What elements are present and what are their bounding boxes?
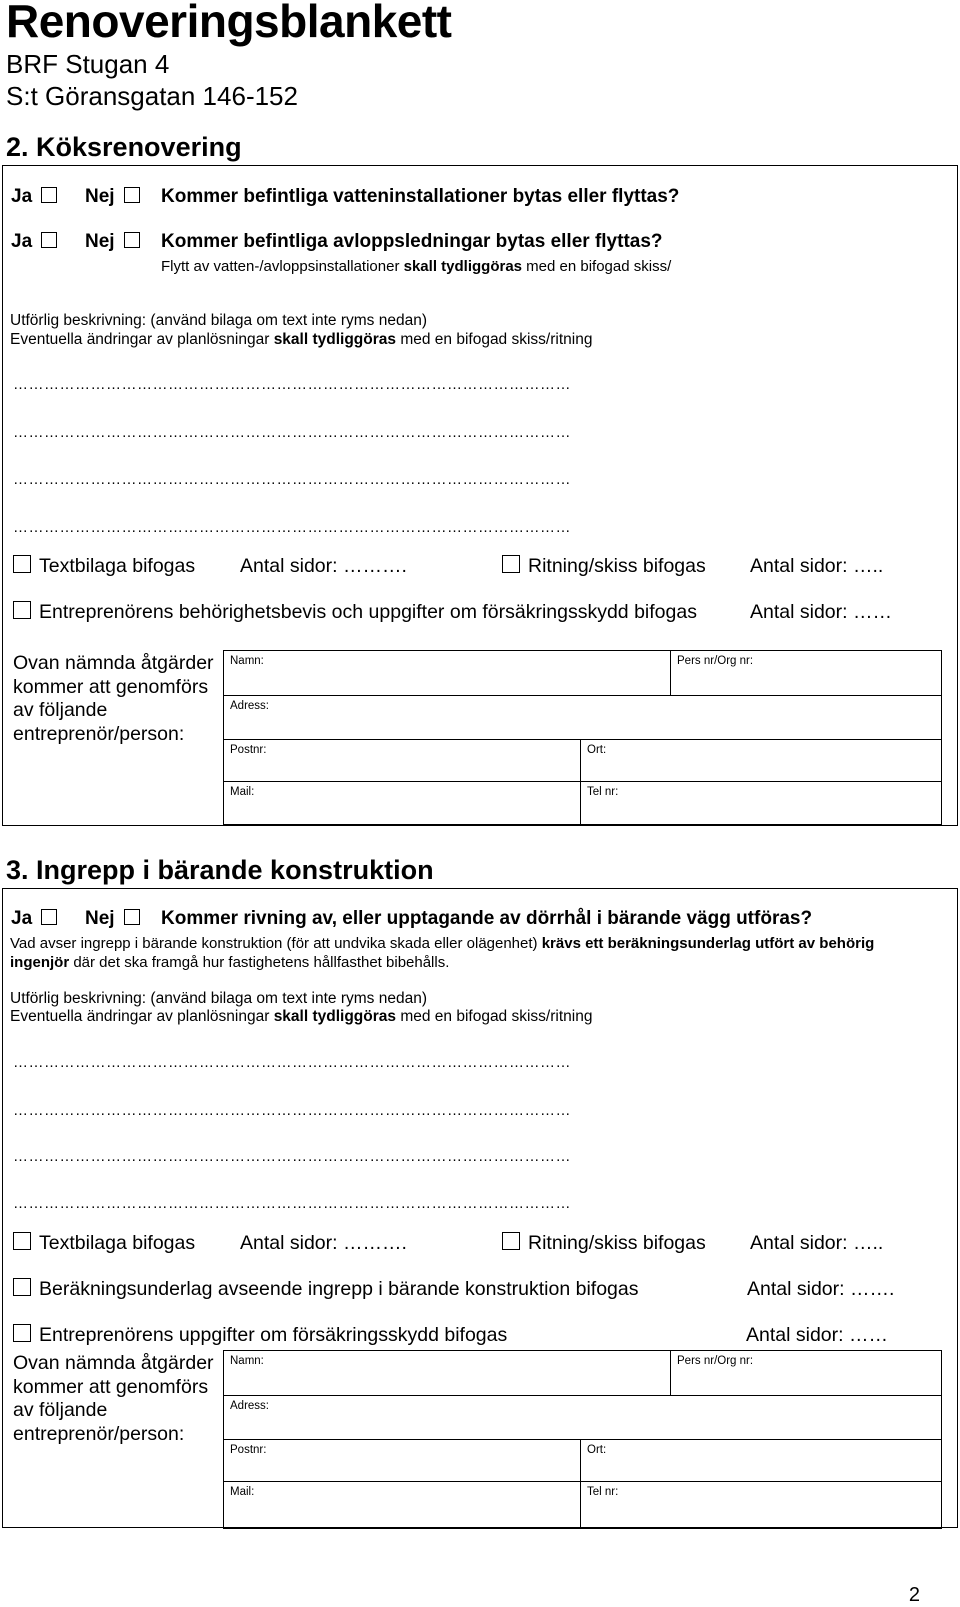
s2-tel-field[interactable]: Tel nr:	[581, 782, 942, 825]
s2-dotted-line-1[interactable]: ………………………………………………………………………………………………	[13, 376, 571, 393]
s3-note-line1: Vad avser ingrepp i bärande konstruktion (för att undvika skada eller olägenhet) krävs ett beräkningsunderlag utfört av behörig	[10, 935, 875, 952]
s2-textbilaga-pages: Antal sidor: ……….	[240, 555, 407, 577]
s3-address-field[interactable]: Adress:	[224, 1396, 942, 1440]
s3-q1-yes-label: Ja	[11, 908, 33, 929]
s2-q2-text: Kommer befintliga avloppsledningar bytas eller flyttas?	[161, 231, 663, 252]
s2-desc-line2: Eventuella ändringar av planlösningar skall tydliggöras med en bifogad skiss/ritning	[10, 331, 593, 348]
s2-entrepreneur-label: Ovan nämnda åtgärder kommer att genomförs av följande entreprenör/person:	[13, 652, 214, 745]
s2-orgnr-field[interactable]: Pers nr/Org nr:	[671, 651, 942, 696]
s2-q1-text: Kommer befintliga vatteninstallationer bytas eller flyttas?	[161, 186, 680, 207]
s3-ritning-label: Ritning/skiss bifogas	[528, 1232, 706, 1254]
s3-berakning-label: Beräkningsunderlag avseende ingrepp i bärande konstruktion bifogas	[39, 1278, 639, 1300]
s2-q1-yes-checkbox[interactable]	[41, 187, 57, 203]
s2-q1-yes-label: Ja	[11, 186, 33, 207]
s3-ritning-pages: Antal sidor: …..	[750, 1232, 884, 1254]
s2-dotted-line-3[interactable]: ………………………………………………………………………………………………	[13, 471, 571, 488]
s2-ritning-label: Ritning/skiss bifogas	[528, 555, 706, 577]
s2-address-field[interactable]: Adress:	[224, 696, 942, 740]
s3-textbilaga-checkbox[interactable]	[13, 1232, 31, 1250]
s3-forsakring-label: Entreprenörens uppgifter om försäkringsskydd bifogas	[39, 1324, 508, 1346]
s2-entrepreneur-table	[223, 650, 942, 825]
s2-note: Flytt av vatten-/avloppsinstallationer skall tydliggöras med en bifogad skiss/	[161, 258, 672, 275]
s3-entrepreneur-table	[223, 1350, 942, 1529]
s2-desc-line1: Utförlig beskrivning: (använd bilaga om text inte ryms nedan)	[10, 312, 427, 329]
s2-textbilaga-checkbox[interactable]	[13, 555, 31, 573]
s2-ort-field[interactable]: Ort:	[581, 740, 942, 782]
association-address: S:t Göransgatan 146-152	[6, 81, 298, 111]
s3-forsakring-checkbox[interactable]	[13, 1324, 31, 1342]
s2-q1-no-checkbox[interactable]	[124, 187, 140, 203]
s2-q2-no-label: Nej	[85, 231, 115, 252]
page-number: 2	[908, 1584, 920, 1606]
s3-ritning-checkbox[interactable]	[502, 1232, 520, 1250]
s3-desc-line1: Utförlig beskrivning: (använd bilaga om text inte ryms nedan)	[10, 990, 427, 1007]
s2-q2-yes-checkbox[interactable]	[41, 232, 57, 248]
s3-berakning-checkbox[interactable]	[13, 1278, 31, 1296]
s2-dotted-line-2[interactable]: ………………………………………………………………………………………………	[13, 424, 571, 441]
s3-textbilaga-label: Textbilaga bifogas	[39, 1232, 196, 1254]
s2-textbilaga-label: Textbilaga bifogas	[39, 555, 196, 577]
s3-name-field[interactable]: Namn:	[224, 1351, 671, 1396]
s3-textbilaga-pages: Antal sidor: ……….	[240, 1232, 407, 1254]
page-title: Renoveringsblankett	[6, 0, 452, 47]
s3-q1-no-checkbox[interactable]	[124, 909, 140, 925]
s3-mail-field[interactable]: Mail:	[224, 1482, 581, 1529]
s2-q2-yes-label: Ja	[11, 231, 33, 252]
s2-ritning-checkbox[interactable]	[502, 555, 520, 573]
s3-tel-field[interactable]: Tel nr:	[581, 1482, 942, 1529]
s2-dotted-line-4[interactable]: ………………………………………………………………………………………………	[13, 519, 571, 536]
s3-forsakring-pages: Antal sidor: ……	[746, 1324, 888, 1346]
s3-berakning-pages: Antal sidor: …….	[747, 1278, 895, 1300]
s2-behorighet-pages: Antal sidor: ……	[750, 601, 892, 623]
s3-postnr-field[interactable]: Postnr:	[224, 1440, 581, 1482]
s3-note-line2: ingenjör där det ska framgå hur fastighetens hållfasthet bibehålls.	[10, 954, 450, 971]
s3-q1-yes-checkbox[interactable]	[41, 909, 57, 925]
s2-q2-no-checkbox[interactable]	[124, 232, 140, 248]
s3-dotted-line-2[interactable]: ………………………………………………………………………………………………	[13, 1102, 571, 1119]
association-name: BRF Stugan 4	[6, 49, 170, 79]
s2-behorighet-label: Entreprenörens behörighetsbevis och uppgifter om försäkringsskydd bifogas	[39, 601, 697, 623]
section2-heading: 2. Köksrenovering	[6, 132, 242, 162]
s3-orgnr-field[interactable]: Pers nr/Org nr:	[671, 1351, 942, 1396]
s2-q1-no-label: Nej	[85, 186, 115, 207]
s3-dotted-line-4[interactable]: ………………………………………………………………………………………………	[13, 1195, 571, 1212]
s3-ort-field[interactable]: Ort:	[581, 1440, 942, 1482]
s2-name-field[interactable]: Namn:	[224, 651, 671, 696]
s2-postnr-field[interactable]: Postnr:	[224, 740, 581, 782]
s2-mail-field[interactable]: Mail:	[224, 782, 581, 825]
s3-desc-line2: Eventuella ändringar av planlösningar skall tydliggöras med en bifogad skiss/ritning	[10, 1008, 593, 1025]
s3-q1-no-label: Nej	[85, 908, 115, 929]
s3-q1-text: Kommer rivning av, eller upptagande av dörrhål i bärande vägg utföras?	[161, 908, 813, 929]
s3-dotted-line-1[interactable]: ………………………………………………………………………………………………	[13, 1054, 571, 1071]
s3-entrepreneur-label: Ovan nämnda åtgärder kommer att genomförs av följande entreprenör/person:	[13, 1352, 214, 1445]
section3-heading: 3. Ingrepp i bärande konstruktion	[6, 855, 434, 885]
s2-behorighet-checkbox[interactable]	[13, 601, 31, 619]
s2-ritning-pages: Antal sidor: …..	[750, 555, 884, 577]
s3-dotted-line-3[interactable]: ………………………………………………………………………………………………	[13, 1148, 571, 1165]
